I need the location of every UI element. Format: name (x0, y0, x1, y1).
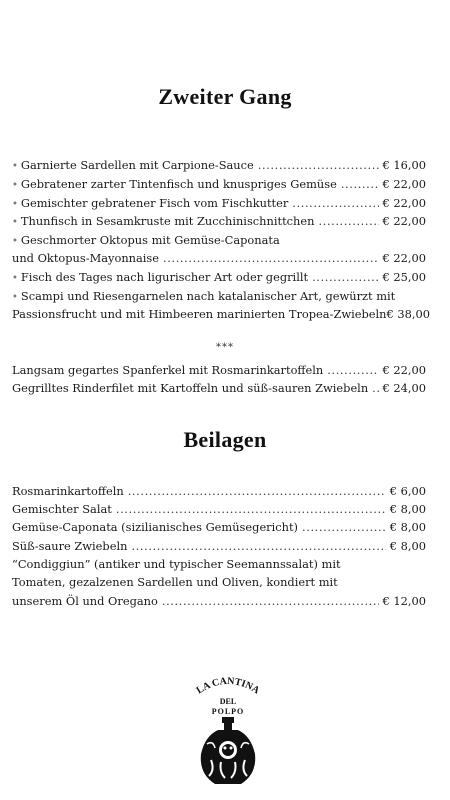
menu-item-line1 (12, 289, 426, 307)
item-name: Süß-saure Zwiebeln (12, 539, 128, 553)
item-name: Scampi und Riesengarnelen nach katalanischer Art, gewürzt mit (20, 289, 396, 303)
la-cantina-del-polpo-logo (185, 670, 271, 790)
leader-dots (128, 484, 386, 498)
bullet-icon: • (12, 273, 18, 284)
item-price: € 16,00 (382, 158, 426, 172)
leader-dots (162, 594, 379, 608)
section-title-zweiter-gang: Zweiter Gang (158, 84, 292, 109)
menu-item (12, 177, 426, 195)
logo-text-line1: LA CANTINA (194, 675, 262, 697)
menu-item (12, 196, 426, 214)
item-price: € 8,00 (389, 502, 426, 516)
item-price: € 8,00 (389, 539, 426, 553)
menu-item-line2 (12, 307, 430, 325)
bullet-icon: • (12, 236, 18, 247)
menu-item (12, 484, 426, 502)
item-name: Rosmarinkartoffeln (12, 484, 124, 498)
menu-item-line1 (12, 233, 426, 251)
item-price: € 22,00 (382, 177, 426, 191)
item-name-continued: und Oktopus-Mayonnaise (12, 251, 160, 265)
menu-item (12, 270, 426, 288)
menu-item-line1 (12, 557, 426, 575)
item-name: Fisch des Tages nach ligurischer Art oder gegrillt (20, 270, 309, 284)
item-name: Gemüse-Caponata (sizilianisches Gemüsegericht) (12, 520, 299, 534)
item-price: € 22,00 (382, 363, 426, 377)
item-price: € 22,00 (382, 214, 426, 228)
leader-dots (318, 214, 378, 228)
menu-item-line3 (12, 594, 426, 612)
leader-dots (116, 502, 386, 516)
bullet-icon: • (12, 217, 18, 228)
leader-dots (258, 158, 379, 172)
bullet-icon: • (12, 199, 18, 210)
item-price: € 6,00 (389, 484, 426, 498)
item-name: Langsam gegartes Spanferkel mit Rosmarinkartoffeln (12, 363, 324, 377)
menu-item-line2 (12, 575, 426, 593)
bullet-icon: • (12, 292, 18, 303)
section-separator: *** (216, 342, 234, 353)
menu-item (12, 502, 426, 520)
item-price: € 22,00 (382, 196, 426, 210)
leader-dots (341, 177, 379, 191)
menu-item (12, 214, 426, 232)
menu-item (12, 381, 426, 399)
item-price: € 25,00 (382, 270, 426, 284)
item-name: Gebratener zarter Tintenfisch und knuspriges Gemüse (20, 177, 337, 191)
item-name: Geschmorter Oktopus mit Gemüse-Caponata (20, 233, 280, 247)
logo-text-line2: DEL (219, 697, 237, 706)
menu-item (12, 363, 426, 381)
item-price: € 8,00 (389, 520, 426, 534)
item-name: Gemischter Salat (12, 502, 112, 516)
logo-text-line3: POLPO (211, 707, 245, 716)
bullet-icon: • (12, 161, 18, 172)
item-name-continued: unserem Öl und Oregano (12, 594, 158, 608)
menu-item (12, 520, 426, 538)
item-price: € 24,00 (382, 381, 426, 395)
item-name-continued: Passionsfrucht und mit Himbeeren marinierten Tropea-Zwiebeln (12, 307, 387, 321)
menu-item (12, 539, 426, 557)
item-name: Gemischter gebratener Fisch vom Fischkutter (20, 196, 289, 210)
leader-dots (292, 196, 378, 210)
leader-dots (372, 381, 378, 395)
leader-dots (131, 539, 385, 553)
item-price: € 22,00 (382, 251, 426, 265)
octopus-jug-icon (201, 717, 255, 784)
item-name: “Condiggiun” (antiker und typischer Seemannssalat) mit (12, 557, 341, 571)
item-price: € 38,00 (386, 307, 430, 321)
item-name: Thunfisch in Sesamkruste mit Zucchinischnittchen (20, 214, 315, 228)
menu-item (12, 158, 426, 176)
item-price: € 12,00 (382, 594, 426, 608)
item-name: Gegrilltes Rinderfilet mit Kartoffeln und süß-sauren Zwiebeln (12, 381, 369, 395)
item-name-continued: Tomaten, gezalzenen Sardellen und Oliven, kondiert mit (12, 575, 338, 589)
item-name: Garnierte Sardellen mit Carpione-Sauce (20, 158, 254, 172)
leader-dots (302, 520, 386, 534)
bullet-icon: • (12, 180, 18, 191)
leader-dots (327, 363, 378, 377)
leader-dots (312, 270, 378, 284)
leader-dots (163, 251, 378, 265)
menu-item-line2 (12, 251, 426, 269)
section-title-beilagen: Beilagen (183, 427, 267, 452)
